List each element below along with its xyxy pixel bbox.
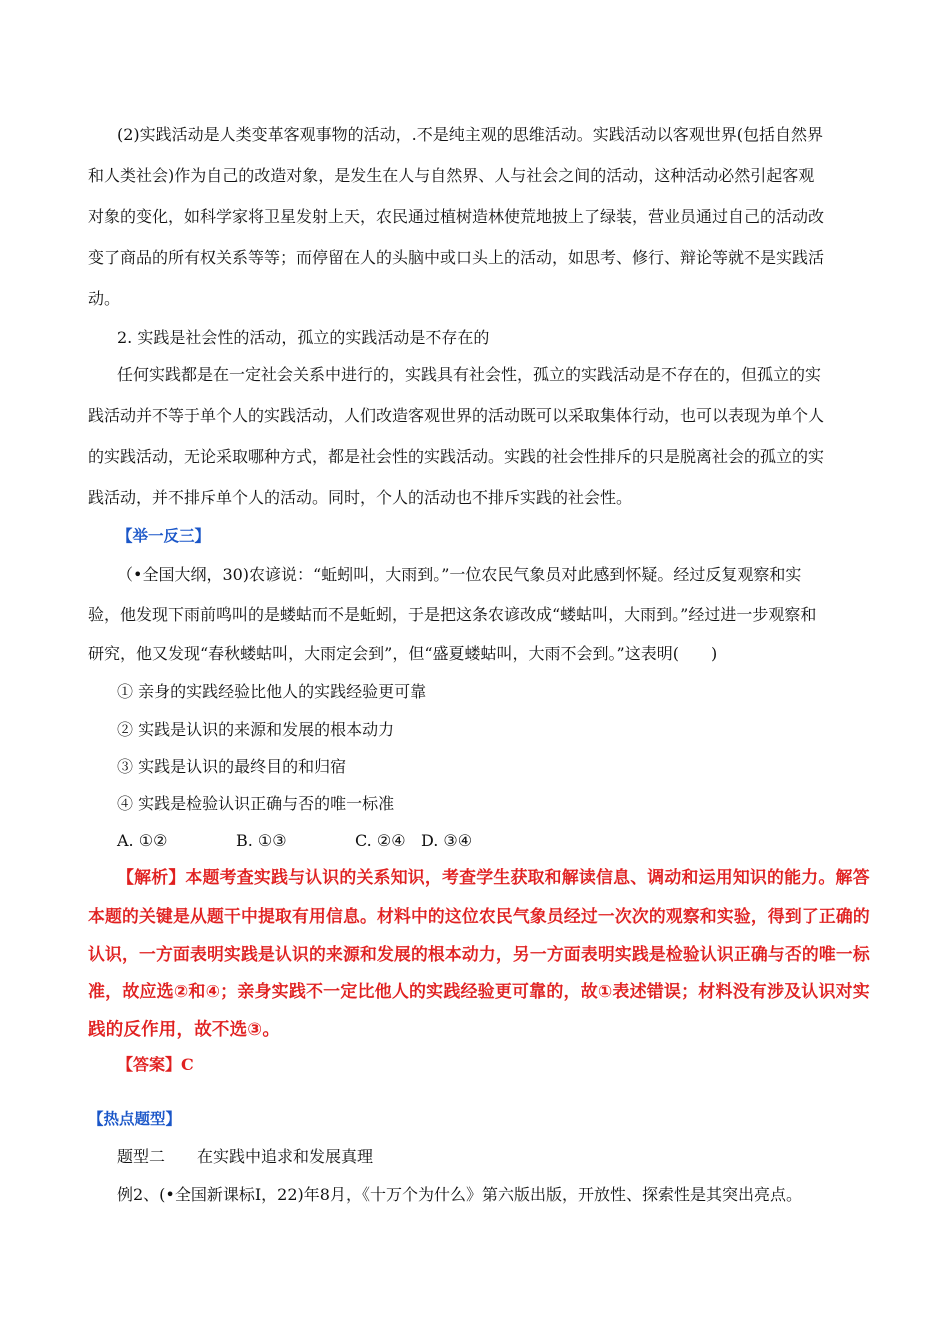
analysis-line: 【解析】本题考查实践与认识的关系知识，考查学生获取和解读信息、调动和运用知识的能力。解答 (117, 867, 870, 887)
statement-item: ③ 实践是认识的最终目的和归宿 (117, 757, 347, 776)
paragraph-line: 对象的变化，如科学家将卫星发射上天，农民通过植树造林使荒地披上了绿装，营业员通过自己的活动改 (88, 207, 825, 226)
paragraph-line: 动。 (88, 289, 121, 308)
answer-row (117, 1054, 194, 1076)
paragraph-line: (2)实践活动是人类变革客观事物的活动，.不是纯主观的思维活动。实践活动以客观世界(包括自然界 (117, 125, 823, 144)
statement-item: ① 亲身的实践经验比他人的实践经验更可靠 (117, 682, 427, 701)
analysis-line: 准，故应选②和④；亲身实践不一定比他人的实践经验更可靠的，故①表述错误；材料没有涉及认识对实 (88, 982, 870, 1002)
option-d: D. ③④ (421, 831, 473, 850)
section-tag-practice: 【举一反三】 (117, 527, 211, 545)
paragraph-line: 变了商品的所有权关系等等；而停留在人的头脑中或口头上的活动，如思考、修行、辩论等就不是实践活 (88, 248, 825, 267)
question-type-line: 题型二 在实践中追求和发展真理 (117, 1147, 374, 1166)
option-b: B. ①③ (236, 831, 287, 850)
paragraph-line: 任何实践都是在一定社会关系中进行的，实践具有社会性，孤立的实践活动是不存在的，但孤立的实 (117, 365, 822, 384)
paragraph-line: 的实践活动，无论采取哪种方式，都是社会性的实践活动。实践的社会性排斥的只是脱离社会的孤立的实 (88, 447, 825, 466)
paragraph-line: 和人类社会)作为自己的改造对象，是发生在人与自然界、人与社会之间的活动，这种活动必然引起客观 (88, 166, 815, 185)
statement-item: ② 实践是认识的来源和发展的根本动力 (117, 720, 395, 739)
option-c: C. ②④ (355, 831, 406, 850)
paragraph-line: 践活动，并不排斥单个人的活动。同时，个人的活动也不排斥实践的社会性。 (88, 488, 633, 507)
section-tag-hot: 【热点题型】 (88, 1110, 182, 1128)
paragraph-line: 践活动并不等于单个人的实践活动，人们改造客观世界的活动既可以采取集体行动，也可以表现为单个人 (88, 406, 825, 425)
answer-tag: 【答案】 (117, 1055, 182, 1074)
question-line: （•全国大纲，30)农谚说：“蚯蚓叫，大雨到。”一位农民气象员对此感到怀疑。经过反复观察和实 (117, 565, 802, 584)
question-line: 验，他发现下雨前鸣叫的是蝼蛄而不是蚯蚓，于是把这条农谚改成“蝼蛄叫，大雨到。”经过进一步观察和 (88, 605, 817, 624)
section-heading: 2. 实践是社会性的活动，孤立的实践活动是不存在的 (117, 328, 490, 347)
question-line: 研究，他又发现“春秋蝼蛄叫，大雨定会到”，但“盛夏蝼蛄叫，大雨不会到。”这表明( ) (88, 644, 718, 663)
analysis-line: 践的反作用，故不选③。 (88, 1020, 281, 1040)
analysis-line: 认识，一方面表明实践是认识的来源和发展的根本动力，另一方面表明实践是检验认识正确与否的唯一标 (88, 944, 870, 964)
answer-value: C (181, 1055, 194, 1074)
analysis-line: 本题的关键是从题干中提取有用信息。材料中的这位农民气象员经过一次次的观察和实验，得到了正确的 (88, 906, 870, 926)
statement-item: ④ 实践是检验认识正确与否的唯一标准 (117, 794, 395, 813)
example-line: 例2、(•全国新课标Ⅰ，22)年8月，《十万个为什么》第六版出版，开放性、探索性是其突出亮点。 (117, 1185, 802, 1204)
option-a: A. ①② (117, 831, 168, 850)
